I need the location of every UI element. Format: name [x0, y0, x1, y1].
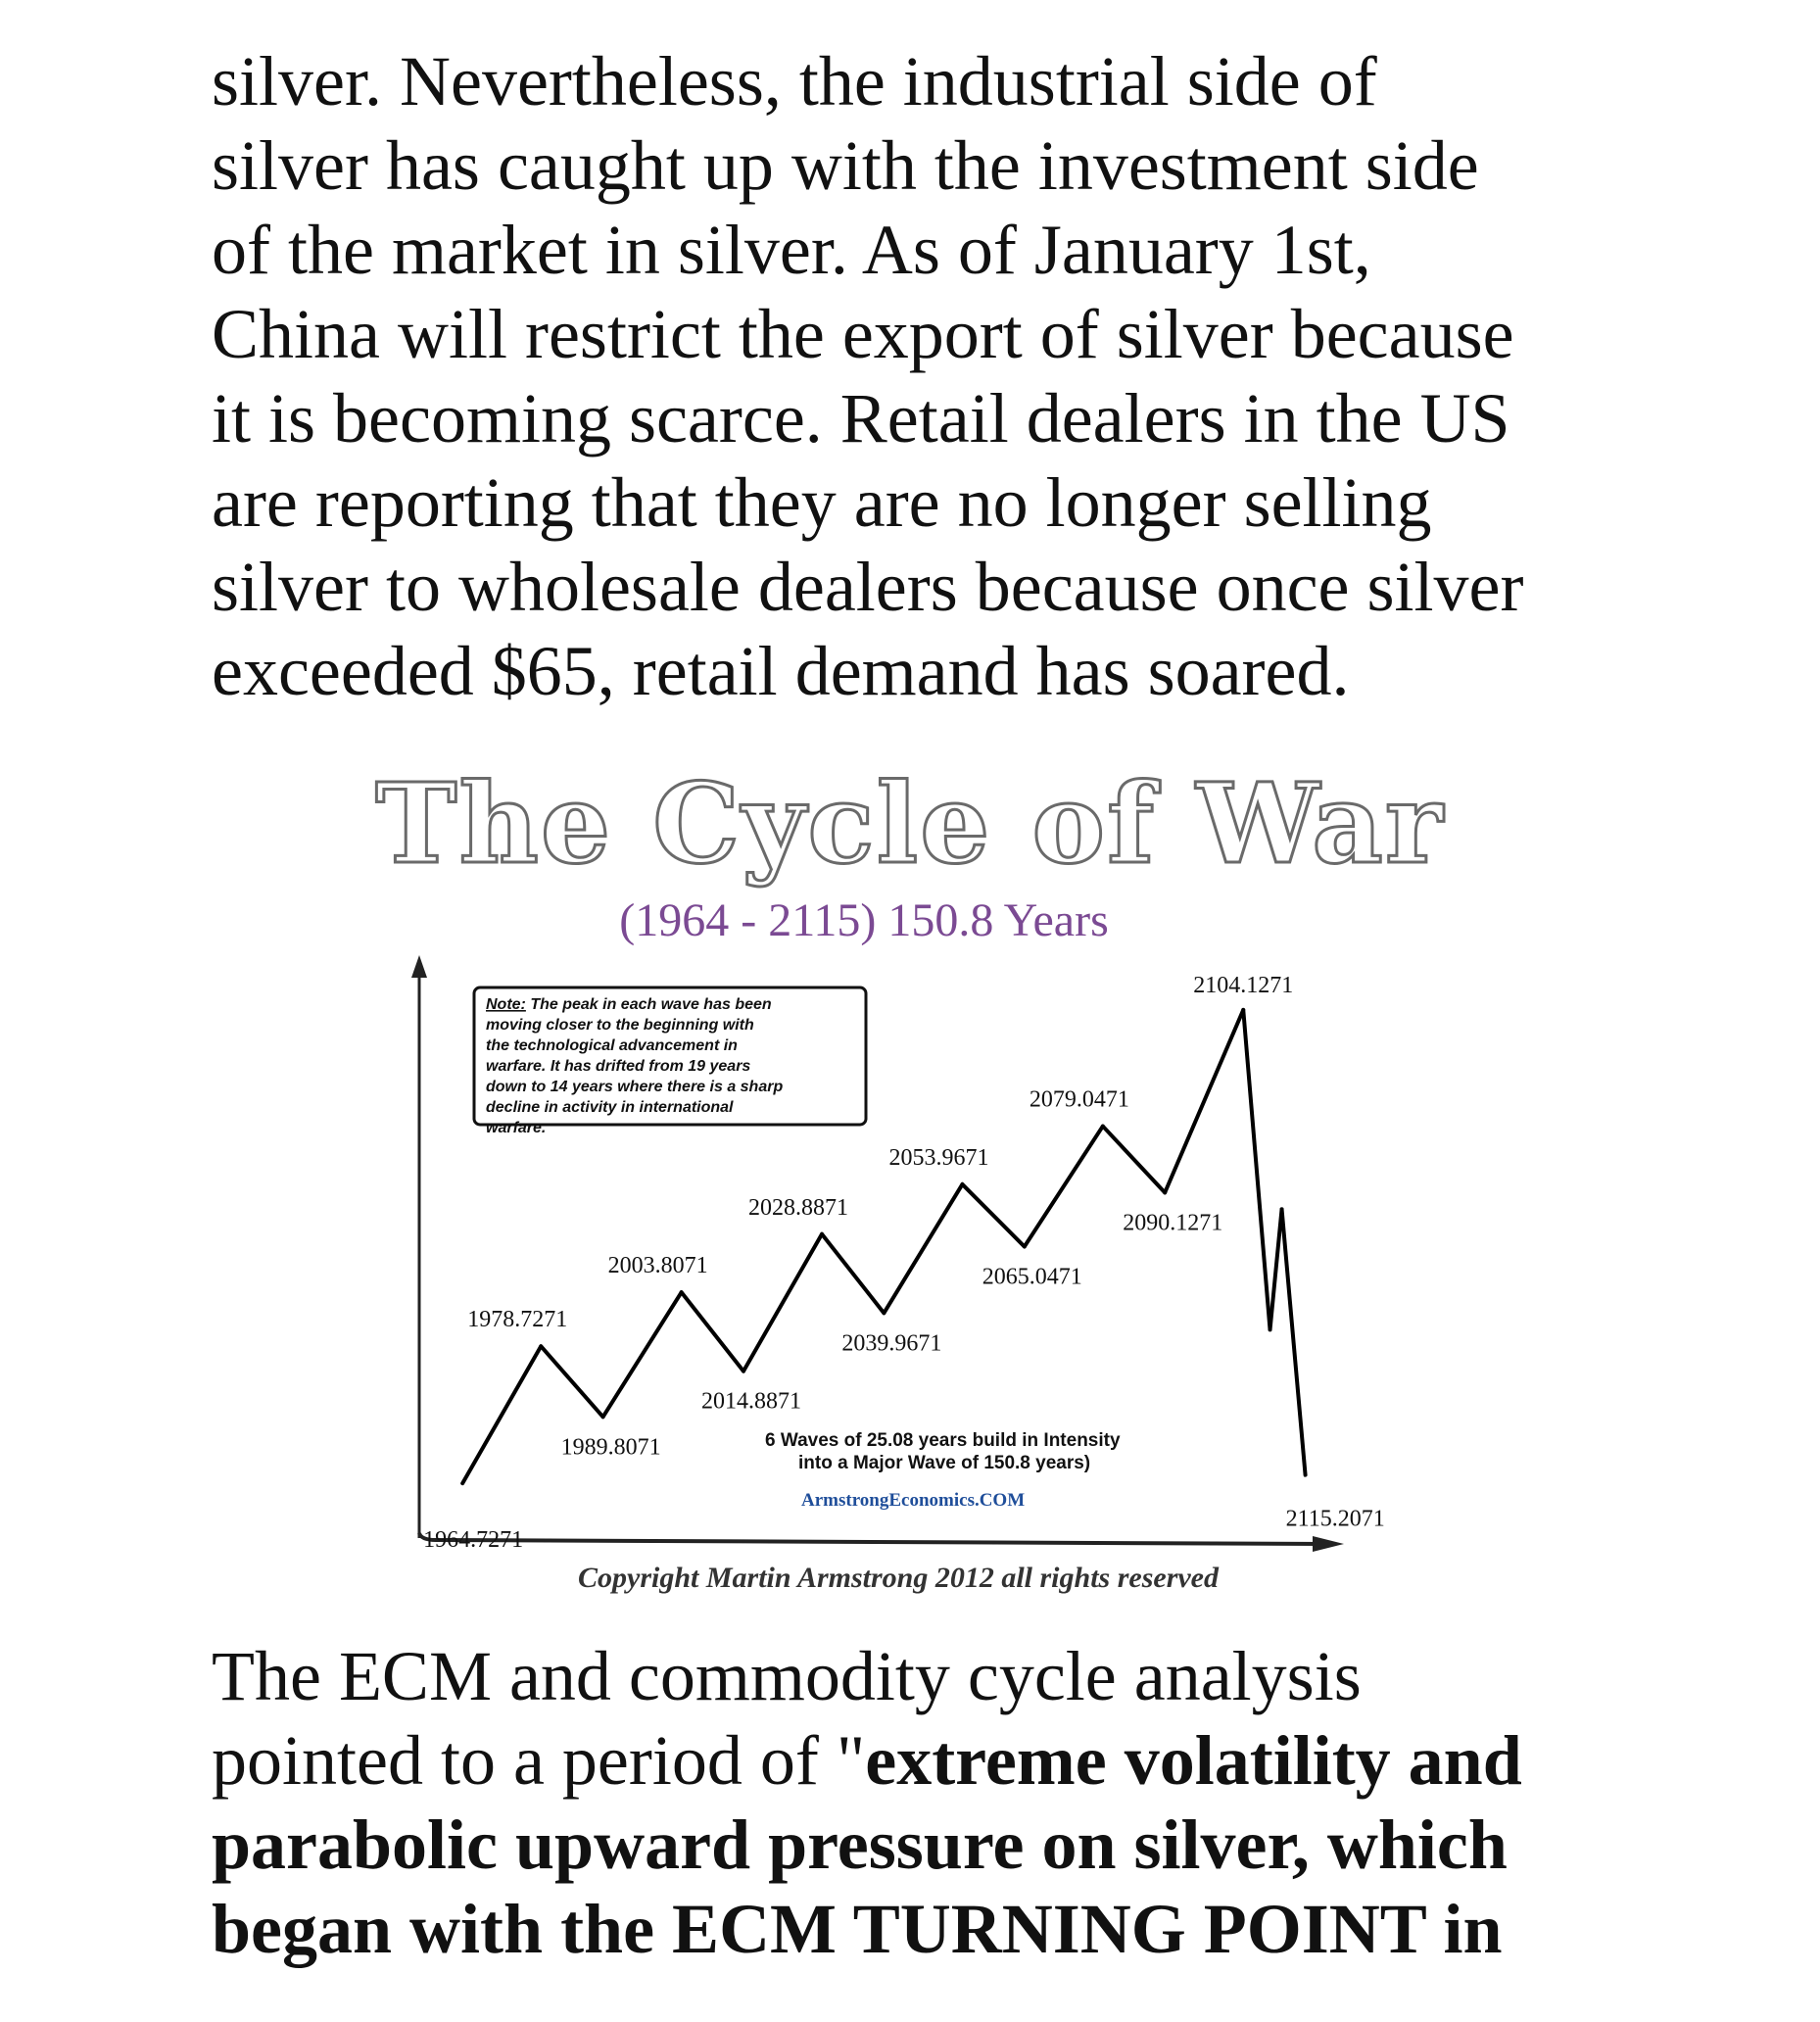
text-line: silver. Nevertheless, the industrial side of [212, 42, 1377, 120]
cycle-of-war-figure [0, 754, 1820, 1607]
point-label: 2090.1271 [1123, 1210, 1223, 1236]
chart-subtitle: (1964 - 2115) 150.8 Years [619, 894, 1109, 946]
text-line: China will restrict the export of silver because [212, 295, 1514, 373]
point-label: 1989.8071 [560, 1434, 661, 1461]
cycle-chart-svg [0, 754, 1820, 1607]
note-line: decline in activity in international [486, 1099, 734, 1116]
wave-annotation-line: 6 Waves of 25.08 years build in Intensity [765, 1430, 1121, 1451]
text-line [212, 1718, 1681, 1803]
point-label: 2039.9671 [841, 1330, 942, 1357]
note-line: warfare. [486, 1120, 547, 1136]
regular-text: The ECM and commodity cycle analysis [212, 1637, 1362, 1715]
note-line: The peak in each wave has been [525, 996, 772, 1013]
x-axis-arrowhead [1313, 1536, 1344, 1552]
note-prefix: Note: [486, 996, 526, 1013]
point-label: 2065.0471 [982, 1264, 1082, 1290]
point-label: 2104.1271 [1193, 972, 1294, 998]
wave-annotation-line: into a Major Wave of 150.8 years) [798, 1453, 1091, 1473]
website-label: ArmstrongEconomics.COM [801, 1490, 1026, 1511]
chart-title: The Cycle of War [375, 760, 1445, 889]
text-line: exceeded $65, retail demand has soared. [212, 632, 1350, 710]
text-line [212, 1887, 1681, 1971]
wave-segment [603, 1292, 682, 1417]
wave-segment [1165, 1010, 1243, 1193]
body-paragraph-bottom [212, 1634, 1681, 1971]
text-line: silver has caught up with the investment side [212, 126, 1479, 205]
regular-text: pointed to a period of " [212, 1721, 866, 1800]
note-line: down to 14 years where there is a sharp [486, 1079, 784, 1095]
wave-segment [743, 1234, 822, 1372]
note-line: warfare. It has drifted from 19 years [486, 1058, 751, 1075]
wave-segment [462, 1346, 541, 1483]
text-line: are reporting that they are no longer selling [212, 463, 1432, 542]
text-line: of the market in silver. As of January 1st, [212, 211, 1371, 289]
point-label: 2053.9671 [888, 1144, 989, 1171]
wave-segment [1282, 1209, 1306, 1474]
point-label: 1978.7271 [467, 1307, 568, 1333]
bold-text: extreme volatility and [865, 1721, 1522, 1800]
point-label: 2028.8871 [748, 1194, 849, 1221]
note-box [474, 987, 866, 1136]
point-label: 2003.8071 [607, 1253, 708, 1279]
bold-text: parabolic upward pressure on silver, which [212, 1805, 1508, 1884]
text-line [212, 1803, 1681, 1887]
point-label: 2079.0471 [1029, 1086, 1129, 1113]
bold-text: began with the ECM TURNING POINT in [212, 1890, 1503, 1968]
text-line: it is becoming scarce. Retail dealers in the US [212, 379, 1510, 457]
wave-segment [1103, 1127, 1165, 1193]
wave-segment [962, 1184, 1024, 1247]
text-line [212, 1634, 1681, 1718]
wave-segment [1025, 1127, 1103, 1247]
wave-segment [822, 1234, 884, 1314]
copyright-line: Copyright Martin Armstrong 2012 all rights reserved [578, 1562, 1219, 1594]
x-axis [419, 1533, 1327, 1544]
y-axis-arrowhead [411, 955, 427, 978]
wave-segment [682, 1292, 743, 1372]
point-label: 2115.2071 [1285, 1506, 1385, 1532]
wave-segment [884, 1184, 962, 1313]
point-label: 1964.7271 [423, 1527, 524, 1554]
wave-segment [1243, 1010, 1269, 1329]
point-label: 2014.8871 [700, 1388, 801, 1415]
body-paragraph-top [212, 39, 1681, 713]
wave-segment [1270, 1209, 1282, 1329]
note-line: moving closer to the beginning with [486, 1017, 754, 1034]
text-line: silver to wholesale dealers because once silver [212, 548, 1524, 626]
wave-segment [541, 1346, 602, 1417]
note-line: the technological advancement in [486, 1037, 738, 1054]
